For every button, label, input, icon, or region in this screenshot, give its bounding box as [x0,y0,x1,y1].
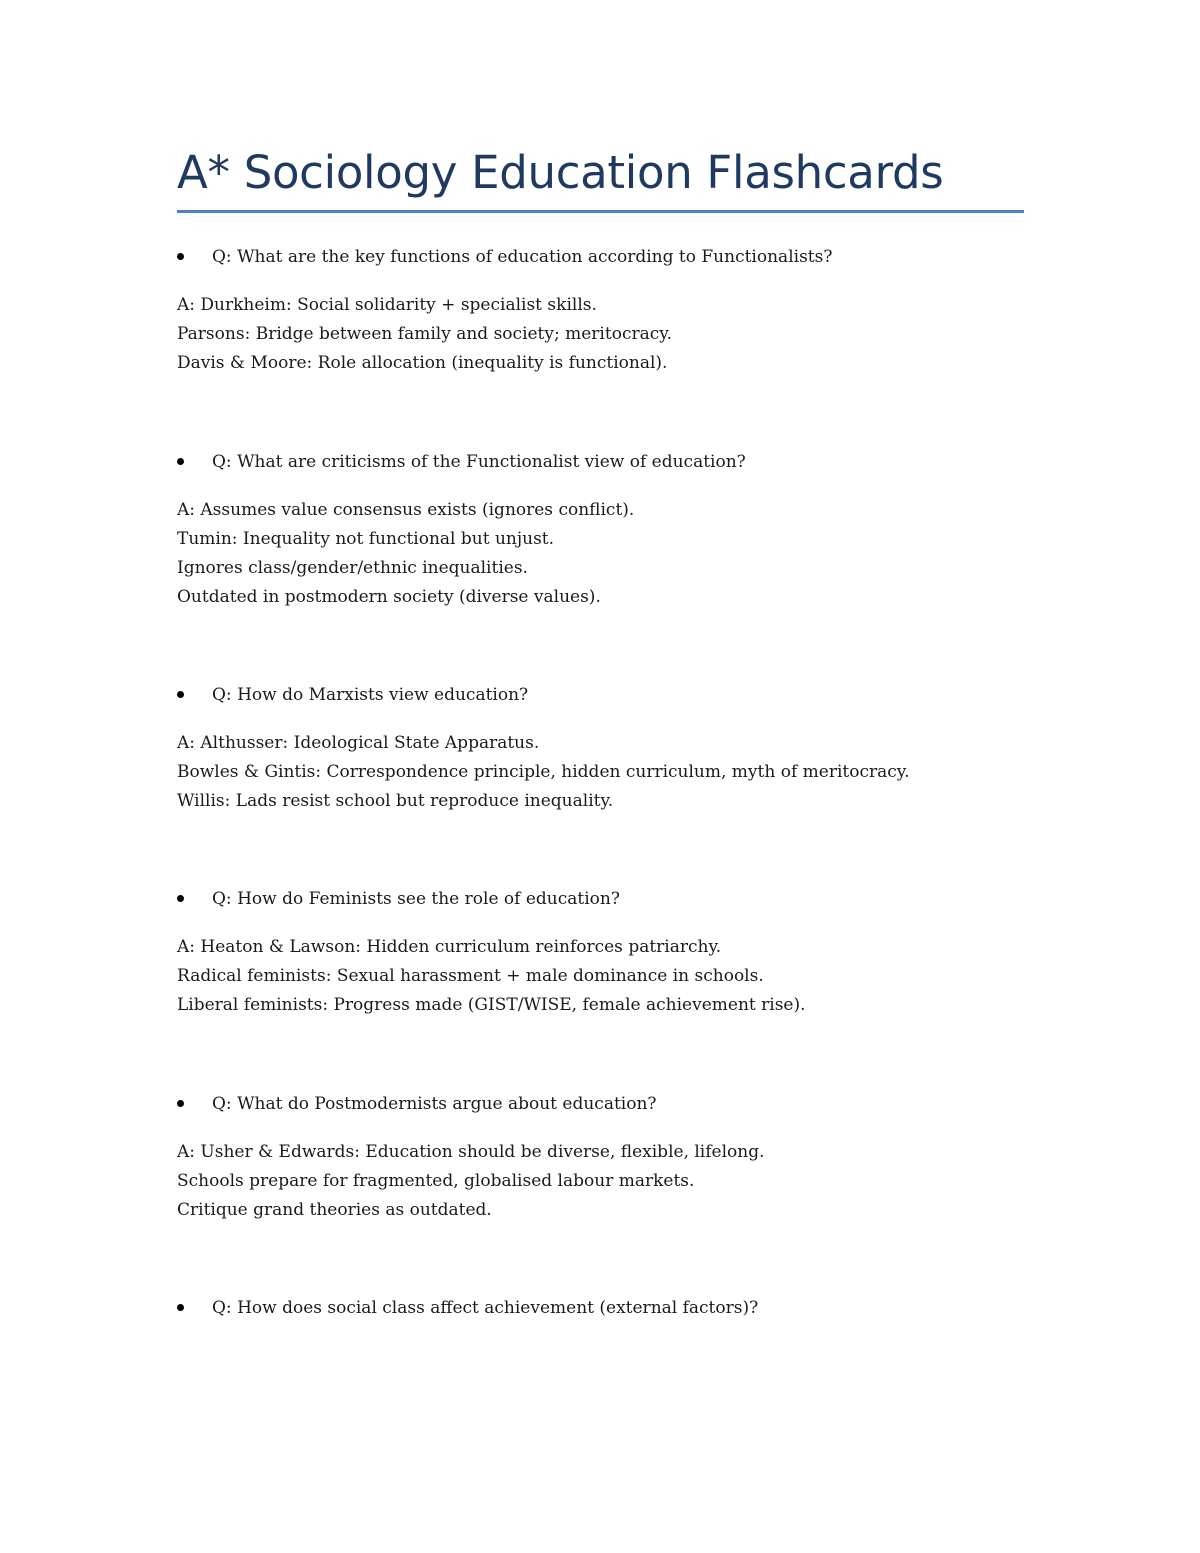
answer-line: Critique grand theories as outdated. [177,1199,492,1220]
flashcard-question [177,1294,1024,1322]
answer-line: A: Althusser: Ideological State Apparatus. [177,732,540,753]
answer-line: Parsons: Bridge between family and society; meritocracy. [177,324,672,344]
answer-line: Radical feminists: Sexual harassment + male dominance in schools. [177,966,764,986]
flashcard [177,1090,1024,1295]
flashcard [177,1294,1024,1499]
flashcard [177,885,1024,1090]
flashcard-question [177,448,1024,476]
document-title: A* Sociology Education Flashcards [177,146,944,199]
flashcard-answer [177,729,1024,816]
flashcard-question [177,885,1024,913]
answer-line: A: Heaton & Lawson: Hidden curriculum reinforces patriarchy. [177,937,722,957]
flashcard-question [177,243,1024,271]
title-underline [177,210,1024,213]
question-text: Q: How does social class affect achievement (external factors)? [212,1298,759,1318]
flashcard-question [177,681,1024,709]
answer-line: Outdated in postmodern society (diverse values). [177,586,601,607]
flashcard [177,681,1024,886]
answer-line: Liberal feminists: Progress made (GIST/WISE, female achievement rise). [177,995,806,1015]
bullet-icon [177,895,184,902]
answer-line: Ignores class/gender/ethnic inequalities. [177,557,528,578]
answer-line: Tumin: Inequality not functional but unjust. [177,528,555,549]
flashcard-list [177,243,1024,1499]
question-text: Q: How do Feminists see the role of education? [212,889,620,909]
answer-line: Bowles & Gintis: Correspondence principle, hidden curriculum, myth of meritocracy. [177,761,910,782]
answer-line: Willis: Lads resist school but reproduce inequality. [177,790,614,811]
answer-line: Davis & Moore: Role allocation (inequality is functional). [177,353,668,373]
flashcard-answer [177,933,1024,1020]
question-text: Q: How do Marxists view education? [212,684,529,705]
bullet-icon [177,691,184,698]
flashcard-answer [177,291,1024,378]
answer-line: A: Assumes value consensus exists (ignores conflict). [177,499,635,520]
question-text: Q: What are the key functions of education according to Functionalists? [212,247,833,267]
flashcard-question [177,1090,1024,1118]
answer-line: A: Usher & Edwards: Education should be diverse, flexible, lifelong. [177,1141,765,1162]
flashcard [177,448,1024,681]
question-text: Q: What are criticisms of the Functionalist view of education? [212,451,746,472]
answer-line: Schools prepare for fragmented, globalised labour markets. [177,1170,695,1191]
bullet-icon [177,458,184,465]
question-text: Q: What do Postmodernists argue about education? [212,1093,657,1114]
flashcard-answer [177,496,1024,612]
flashcard [177,243,1024,448]
answer-line: A: Durkheim: Social solidarity + specialist skills. [177,295,597,315]
flashcard-answer [177,1138,1024,1225]
bullet-icon [177,253,184,260]
bullet-icon [177,1304,184,1311]
bullet-icon [177,1100,184,1107]
